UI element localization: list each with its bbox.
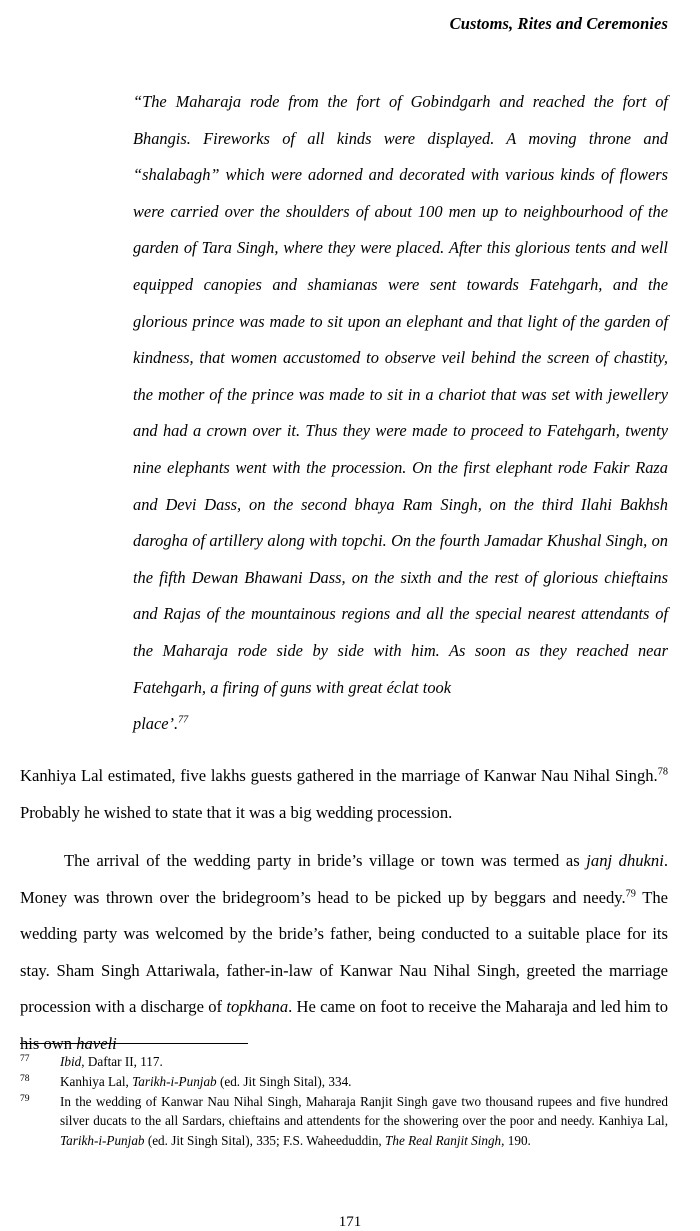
footnote-ref-78[interactable]: 78 — [657, 766, 668, 778]
footnote-78-number: 78 — [20, 1072, 30, 1084]
paragraph-1 — [20, 758, 668, 831]
footnote-79 — [20, 1092, 668, 1150]
page-number: 171 — [338, 1214, 362, 1230]
paragraph-1-part-1: Kanhiya Lal estimated, five lakhs guests gathered in the marriage of Kanwar Nau Nihal Singh. — [20, 766, 658, 785]
footnote-ref-77[interactable]: 77 — [178, 714, 189, 726]
footnote-79-text-1: In the wedding of Kanwar Nau Nihal Singh, Maharaja Ranjit Singh gave two thousand rupees and five hundred silver ducats to the all Sardars, chieftains and attendents for the showering over the poor and needy. Kanhiya Lal, — [60, 1093, 668, 1129]
footnote-77 — [20, 1052, 668, 1071]
footnote-79-text-2: (ed. Jit Singh Sital), 335; F.S. Waheeduddin, — [144, 1132, 386, 1148]
footnote-78-italic-1: Tarikh-i-Punjab — [132, 1073, 217, 1089]
paragraph-2-part-4: . He came on foot to receive the Maharaja and led him to his own — [20, 997, 669, 1053]
footnote-list — [20, 1052, 668, 1151]
block-quote-closing: place’. — [133, 714, 179, 734]
paragraph-2-text — [20, 843, 668, 1062]
footnote-77-number: 77 — [20, 1053, 30, 1064]
paragraph-2-part-1: The arrival of the wedding party in bride’s village or town was termed as — [64, 851, 587, 870]
footnote-79-text-3: , 190. — [501, 1132, 531, 1148]
running-head: Customs, Rites and Ceremonies — [449, 14, 668, 33]
paragraph-2 — [20, 843, 668, 1062]
paragraph-1-part-2: Probably he wished to state that it was a big wedding procession. — [20, 802, 453, 822]
footnote-78-text-1: Kanhiya Lal, — [60, 1073, 133, 1089]
paragraph-1-text — [20, 758, 668, 831]
paragraph-2-part-3: The wedding party was welcomed by the bride’s father, being conducted to a suitable place for its stay. Sham Singh Attariwala, father-in-law of Kanwar Nau Nihal Singh, greeted the marriage procession with a discharge of — [20, 887, 668, 1016]
block-quote-text: “The Maharaja rode from the fort of Gobindgarh and reached the fort of Bhangis. Fireworks of all kinds were displayed. A moving throne and “shalabagh” which were adorned and decorated with various kinds of flowers were carried over the shoulders of about 100 men up to neighbourhood of the garden of Tara Singh, where they were placed. After this glorious tents and well equipped canopies and shamianas were sent towards Fatehgarh, and the glorious prince was made to sit upon an elephant and that light of the garden of kindness, that women accustomed to observe veil behind the screen of chastity, the mother of the prince was made to sit in a chariot that was set with jewellery and had a crown over it. Thus they were made to proceed to Fatehgarh, twenty nine elephants went with the procession. On the first elephant rode Fakir Raza and Devi Dass, on the second bhaya Ram Singh, on the third Ilahi Bakhsh darogha of artillery along with topchi. On the fourth Jamadar Khushal Singh, on the fifth Dewan Bhawani Dass, on the sixth and the rest of glorious chieftains and Rajas of the mountainous regions and all the special nearest attendants of the Maharaja rode side by side with him. As soon as they reached near Fatehgarh, a firing of guns with great éclat took — [133, 92, 668, 697]
footnote-separator-rule — [20, 1043, 248, 1044]
footnote-79-italic-2: The Real Ranjit Singh — [385, 1132, 502, 1148]
term-janj-dhukni: janj dhukni — [586, 851, 664, 870]
footnote-77-text-1: , Daftar II, 117. — [81, 1054, 163, 1069]
term-haveli: haveli — [76, 1033, 117, 1053]
footnote-ref-79[interactable]: 79 — [625, 887, 636, 899]
paragraph-2-part-2: . Money was thrown over the bridegroom’s head to be picked up by beggars and needy. — [20, 851, 668, 907]
footnote-79-number: 79 — [20, 1092, 30, 1104]
block-quote-closing-line — [133, 706, 668, 743]
block-quote-body — [133, 84, 668, 706]
footnote-77-italic-1: Ibid — [60, 1054, 82, 1069]
footnote-78-text-2: (ed. Jit Singh Sital), 334. — [216, 1073, 352, 1089]
block-quote — [133, 84, 668, 743]
footnote-79-italic-1: Tarikh-i-Punjab — [60, 1132, 145, 1148]
footnote-78 — [20, 1072, 668, 1091]
term-topkhana: topkhana — [226, 997, 289, 1016]
